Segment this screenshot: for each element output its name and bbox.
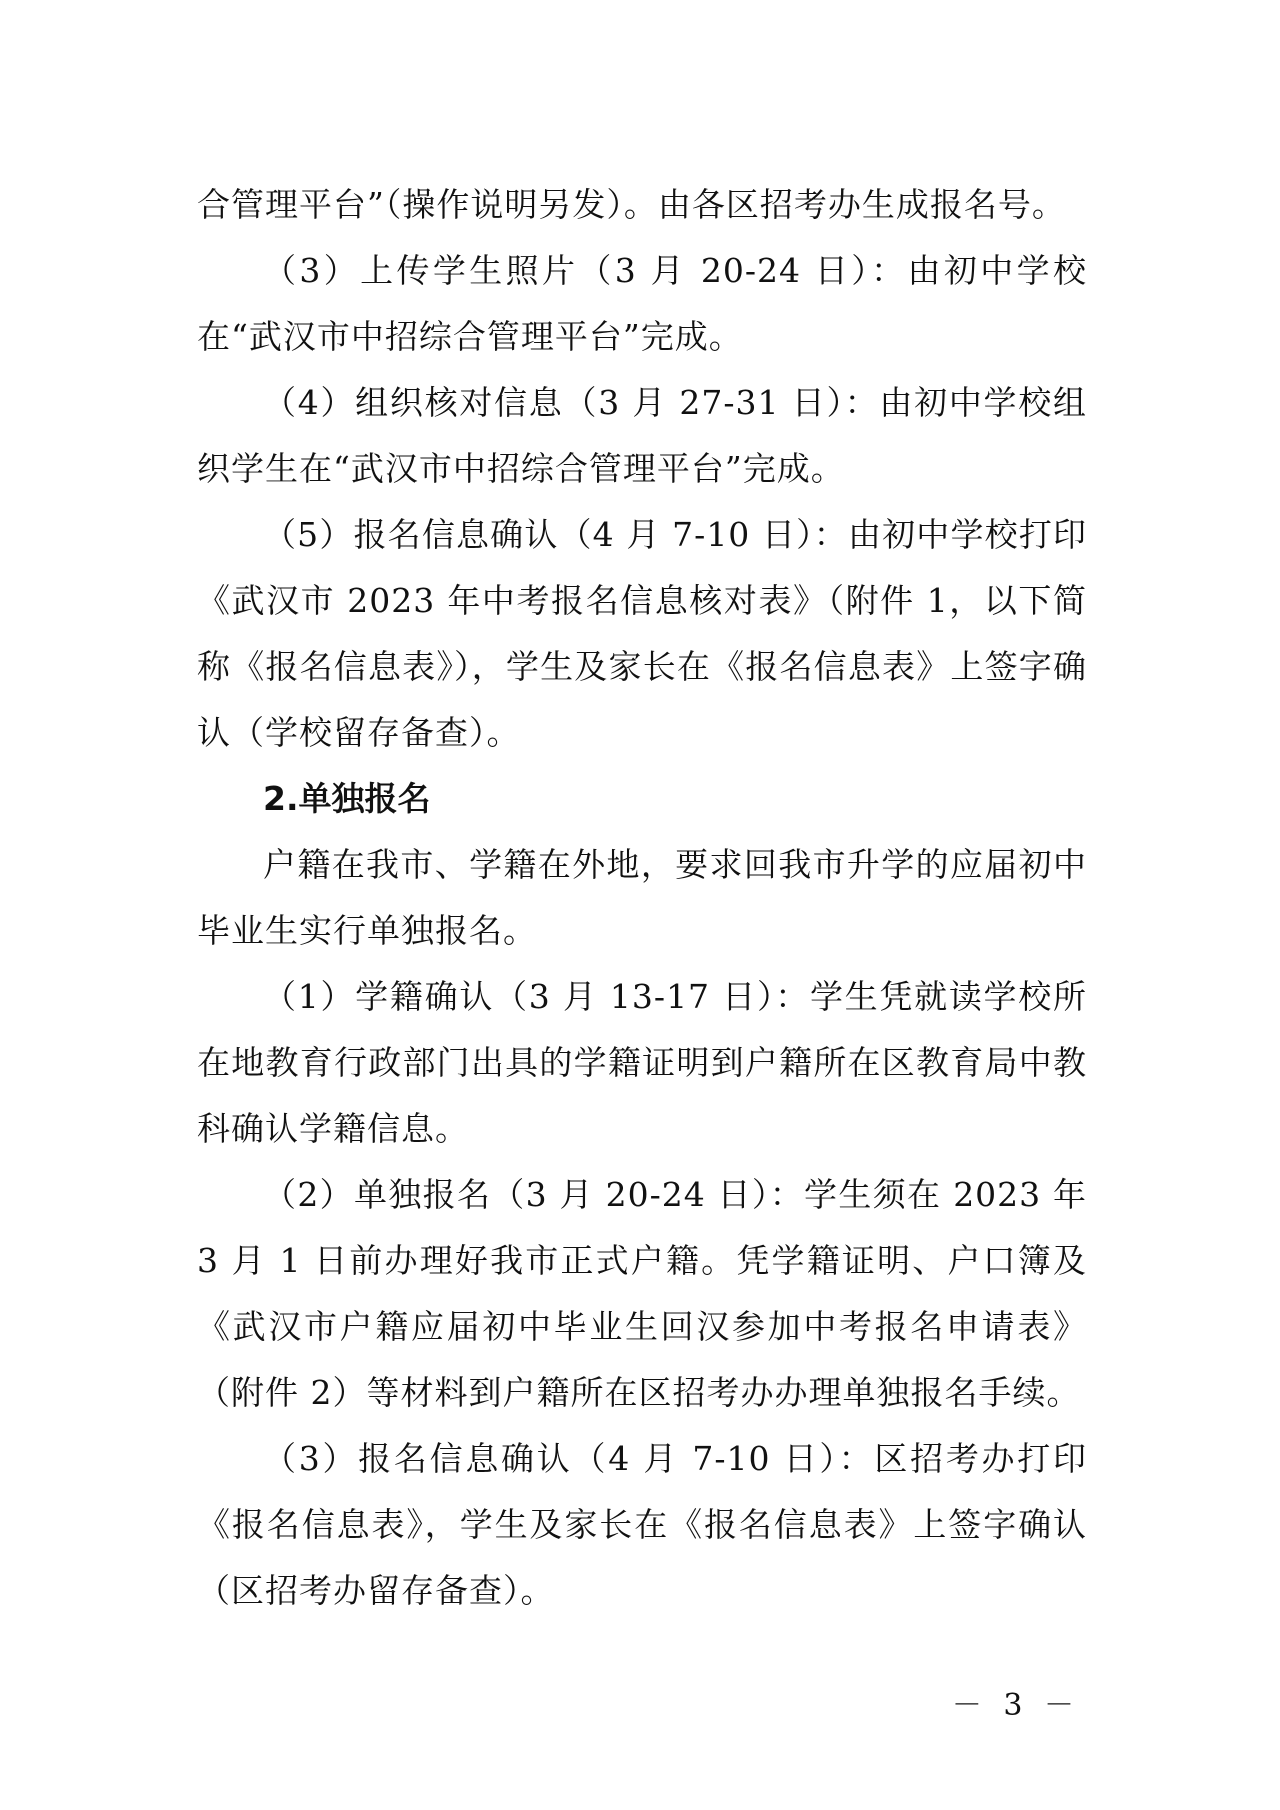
document-body: [197, 172, 1087, 1624]
paragraph-status-confirmation: （1）学籍确认（3 月 13-17 日）：学生凭就读学校所在地教育行政部门出具的学籍证明到户籍所在区教育局中教科确认学籍信息。: [197, 977, 1087, 1148]
paragraph-verify-info: （4）组织核对信息（3 月 27-31 日）：由初中学校组织学生在“武汉市中招综合管理平台”完成。: [197, 383, 1087, 488]
paragraph-registration-confirmation: （3）报名信息确认（4 月 7-10 日）：区招考办打印《报名信息表》，学生及家长在《报名信息表》上签字确认（区招考办留存备查）。: [197, 1439, 1087, 1610]
section-heading-separate-registration: 2.单独报名: [263, 779, 431, 818]
paragraph-confirm-registration: （5）报名信息确认（4 月 7-10 日）：由初中学校打印《武汉市 2023 年中考报名信息核对表》（附件 1，以下简称《报名信息表》），学生及家长在《报名信息表》上签字确认（学校留存备查）。: [197, 515, 1087, 752]
paragraph-separate-registration: （2）单独报名（3 月 20-24 日）：学生须在 2023 年 3 月 1 日前办理好我市正式户籍。凭学籍证明、户口簿及《武汉市户籍应届初中毕业生回汉参加中考报名申请表》（附件 2）等材料到户籍所在区招考办办理单独报名手续。: [197, 1175, 1087, 1412]
paragraph-upload-photos: （3）上传学生照片（3 月 20-24 日）：由初中学校在“武汉市中招综合管理平台”完成。: [197, 251, 1087, 356]
page-number: － 3 －: [951, 1688, 1080, 1723]
paragraph-continuation: 合管理平台”（操作说明另发）。由各区招考办生成报名号。: [197, 185, 1066, 224]
paragraph-separate-intro: 户籍在我市、学籍在外地，要求回我市升学的应届初中毕业生实行单独报名。: [197, 845, 1087, 950]
